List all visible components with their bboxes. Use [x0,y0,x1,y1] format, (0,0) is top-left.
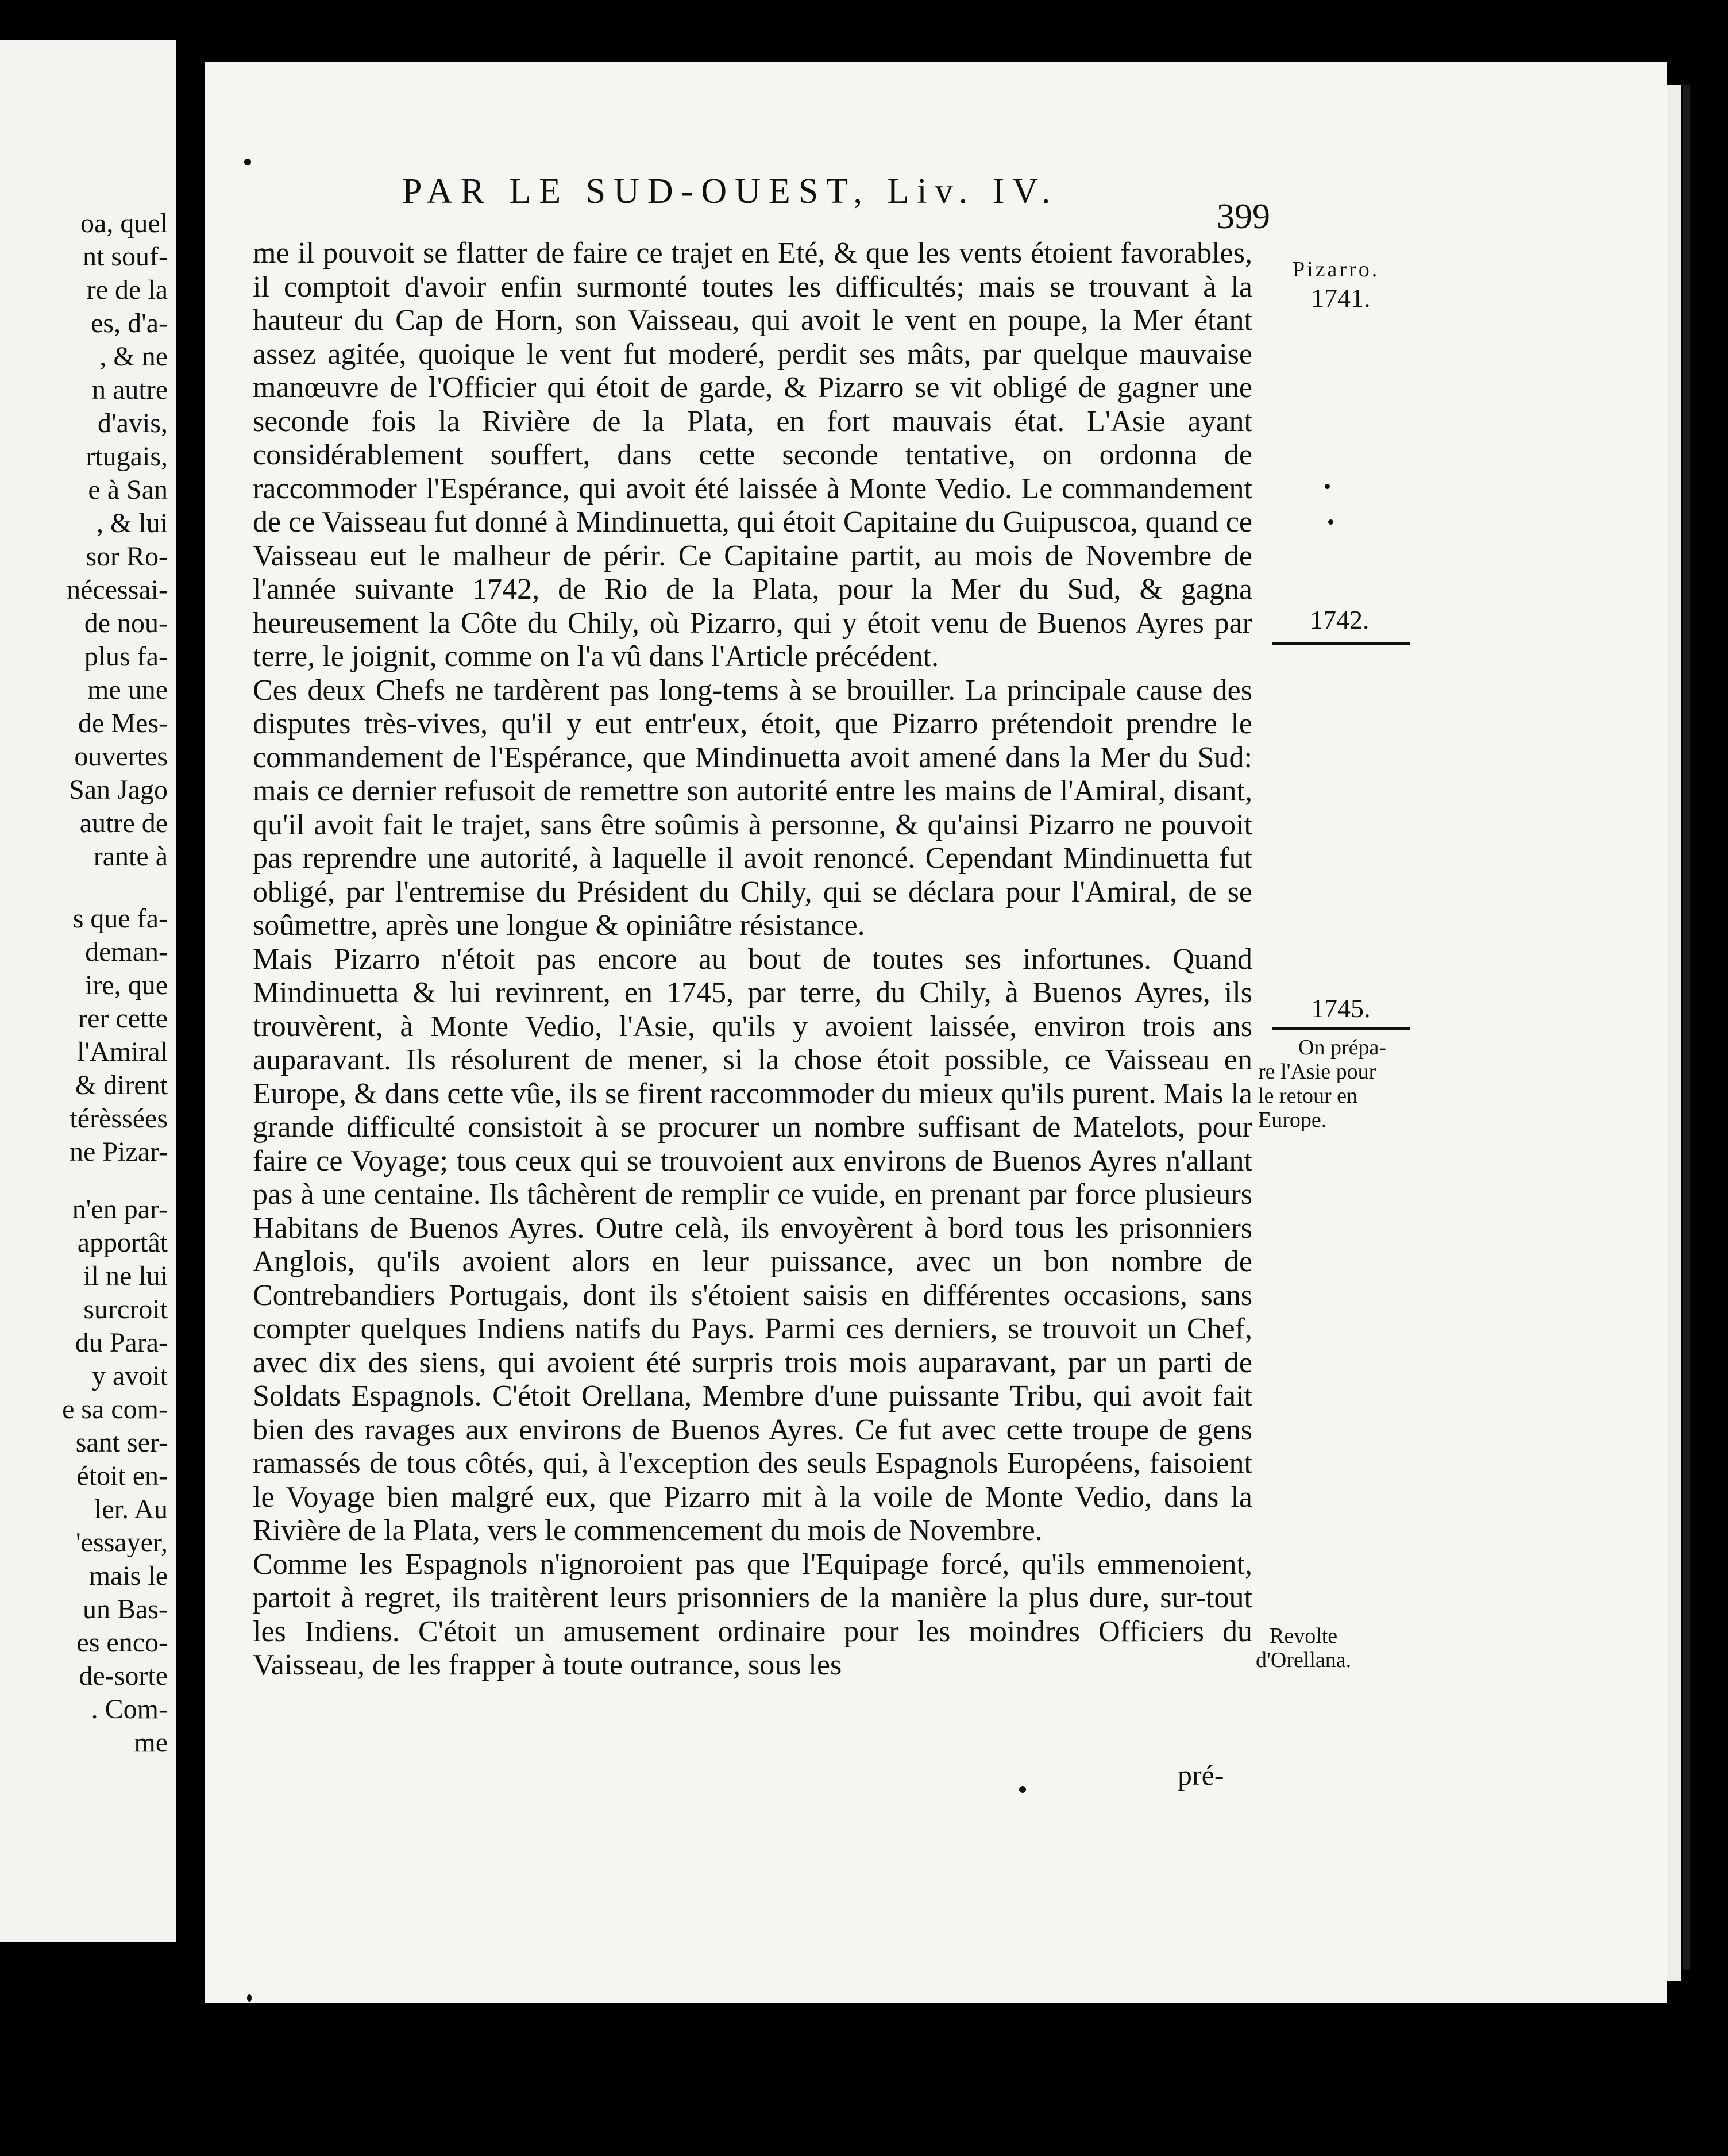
previous-page-line: rante à [93,841,168,872]
previous-page-line: y avoit [92,1361,168,1391]
previous-page-line: de-sorte [79,1661,168,1691]
previous-page-line: me [134,1727,168,1758]
previous-page-line: il ne lui [83,1261,168,1291]
previous-page-line: & dirent [75,1070,168,1100]
previous-page-line: n'en par- [72,1194,168,1225]
previous-page-line: n autre [92,375,168,405]
previous-page-line: ler. Au [94,1494,168,1524]
previous-page-line: sant ser- [75,1427,168,1458]
previous-page-line: , & lui [96,508,168,538]
margin-rule [1272,642,1410,645]
margin-note-1741: 1741. [1311,283,1371,313]
margin-note-revolte: Revolte d'Orellana. [1256,1624,1352,1672]
previous-page-line: nt souf- [83,241,168,272]
margin-note-1742: 1742. [1310,605,1370,634]
previous-page-line: surcroit [83,1294,168,1325]
body-text [253,237,1252,1683]
previous-page-line: , & ne [99,341,168,372]
previous-page-line: rtugais, [86,441,168,472]
previous-page-line: autre de [79,808,168,838]
margin-rule [1272,1027,1410,1030]
previous-page-line: ne Pizar- [70,1137,168,1167]
previous-page-line: e à San [88,475,168,505]
previous-page-line: mais le [88,1561,168,1591]
paragraph-4: Comme les Espagnols n'ignoroient pas que l'Equipage forcé, qu'ils emmenoient, partoit à regret, ils traitèrent leurs prisonniers de la manière la plus dure, sur-tout les Indiens. C'étoit un amusement ordinaire pour les moindres Officiers du Vaisseau, de les frapper à toute outrance, sous les [253,1547,1252,1681]
previous-page-line: apportât [77,1227,168,1258]
paragraph-3: Mais Pizarro n'étoit pas encore au bout de toutes ses infortunes. Quand Mindinuetta & lui revinrent, en 1745, par terre, du Chily, à Buenos Ayres, ils trouvèrent, à Monte Vedio, l'Asie, qu'ils y avoient laissée, environ trois ans auparavant. Ils résolurent de mener, si la chose étoit possible, ce Vaisseau en Europe, & dans cette vûe, ils se firent raccommoder du mieux qu'ils purent. Mais la grande difficulté consistoit à se procurer un nombre suffisant de Matelots, pour faire ce Voyage; tous ceux qui se trouvoient aux environs de Buenos Ayres n'allant pas à une centaine. Ils tâchèrent de remplir ce vuide, en prenant par force plusieurs Habitans de Buenos Ayres. Outre celà, ils envoyèrent à bord tous les prisonniers Anglois, qu'ils avoient alors en leur puissance, avec un bon nombre de Contrebandiers Portugais, dont ils s'étoient saisis en différentes occasions, sans compter quelques Indiens natifs du Pays. Parmi ces derniers, se trouvoit un Chef, avec dix des siens, qui avoient été surpris trois mois auparavant, par un parti de Soldats Espagnols. C'étoit Orellana, Membre d'une puissante Tribu, qui avoit fait bien des ravages aux environs de Buenos Ayres. Ce fut avec cette troupe de gens ramassés de tous côtés, qui, à l'exception des seuls Espagnols Européens, faisoient le Voyage bien malgré eux, que Pizarro mit à la voile de Monte Vedio, dans la Rivière de la Plata, vers le commencement du mois de Novembre. [253,942,1252,1547]
previous-page-line: un Bas- [83,1594,168,1624]
fold-line [1683,85,1690,1970]
previous-page-line: re de la [86,275,168,305]
previous-page-line: ouvertes [74,741,168,772]
previous-page-line: ire, que [85,970,168,1000]
previous-page-line: es enco- [76,1627,168,1658]
ink-mark [247,1994,252,2002]
previous-page-line: d'avis, [98,408,168,438]
previous-page-line: rer cette [78,1003,168,1034]
margin-note-1745: 1745. [1311,994,1371,1023]
ink-dot [244,159,251,165]
previous-page-line: e sa com- [62,1394,168,1424]
running-head: PAR LE SUD-OUEST, Liv. IV. [402,172,1059,211]
previous-page-line: nécessai- [67,575,168,605]
previous-page-line: térèssées [70,1103,168,1134]
previous-page [0,40,176,1942]
margin-dot [1328,519,1333,525]
previous-page-line: s que fa- [72,903,168,934]
previous-page-line: me une [87,675,168,705]
previous-page-line: San Jago [69,775,168,805]
margin-note-asie: On prépa- re l'Asie pour le retour en Europe. [1258,1035,1386,1132]
previous-page-line: du Para- [75,1327,168,1358]
previous-page-line: plus fa- [84,641,168,672]
previous-page-line: l'Amiral [77,1037,168,1067]
margin-note-pizarro: Pizarro. [1293,257,1380,282]
previous-page-line: es, d'a- [91,308,168,338]
catchword: pré- [1178,1759,1224,1791]
previous-page-line: oa, quel [80,208,168,238]
page-number: 399 [1217,197,1270,236]
previous-page-line: de nou- [84,608,168,638]
page-edge [1667,85,1681,1981]
previous-page-line: sor Ro- [86,541,168,572]
previous-page-line: étoit en- [76,1461,168,1491]
previous-page-line: 'essayer, [76,1527,168,1558]
paragraph-2: Ces deux Chefs ne tardèrent pas long-tems à se brouiller. La principale cause des disputes très-vives, qu'il y eut entr'eux, étoit, que Pizarro prétendoit prendre le commandement de l'Espérance, que Mindinuetta avoit amené dans la Mer du Sud: mais ce dernier refusoit de remettre son autorité entre les mains de l'Amiral, disant, qu'il avoit fait le trajet, sans être soûmis à personne, & qu'ainsi Pizarro ne pouvoit pas reprendre une autorité, à laquelle il avoit renoncé. Cependant Mindinuetta fut obligé, par l'entremise du Président du Chily, qui se déclara pour l'Amiral, de se soûmettre, après une longue & opiniâtre résistance. [253,673,1252,942]
previous-page-line: de Mes- [78,708,168,738]
margin-dot [1325,484,1330,489]
previous-page-line: deman- [85,937,168,967]
previous-page-line: . Com- [91,1694,168,1724]
paragraph-1: me il pouvoit se flatter de faire ce trajet en Eté, & que les vents étoient favorables, il comptoit d'avoir enfin surmonté toutes les difficultés; mais se trouvant à la hauteur du Cap de Horn, son Vaisseau, qui avoit le vent en poupe, la Mer étant assez agitée, quoique le vent fut moderé, perdit ses mâts, par quelque mauvaise manœuvre de l'Officier qui étoit de garde, & Pizarro se vit obligé de gagner une seconde fois la Rivière de la Plata, en fort mauvais état. L'Asie ayant considérablement souffert, dans cette seconde tentative, on ordonna de raccommoder l'Espérance, qui avoit été laissée à Monte Vedio. Le commandement de ce Vaisseau fut donné à Mindinuetta, qui étoit Capitaine du Guipuscoa, quand ce Vaisseau eut le malheur de périr. Ce Capitaine partit, au mois de Novembre de l'année suivante 1742, de Rio de la Plata, pour la Mer du Sud, & gagna heureusement la Côte du Chily, où Pizarro, qui y étoit venu de Buenos Ayres par terre, le joignit, comme on l'a vû dans l'Article précédent. [253,237,1252,673]
ink-dot [1019,1786,1026,1793]
